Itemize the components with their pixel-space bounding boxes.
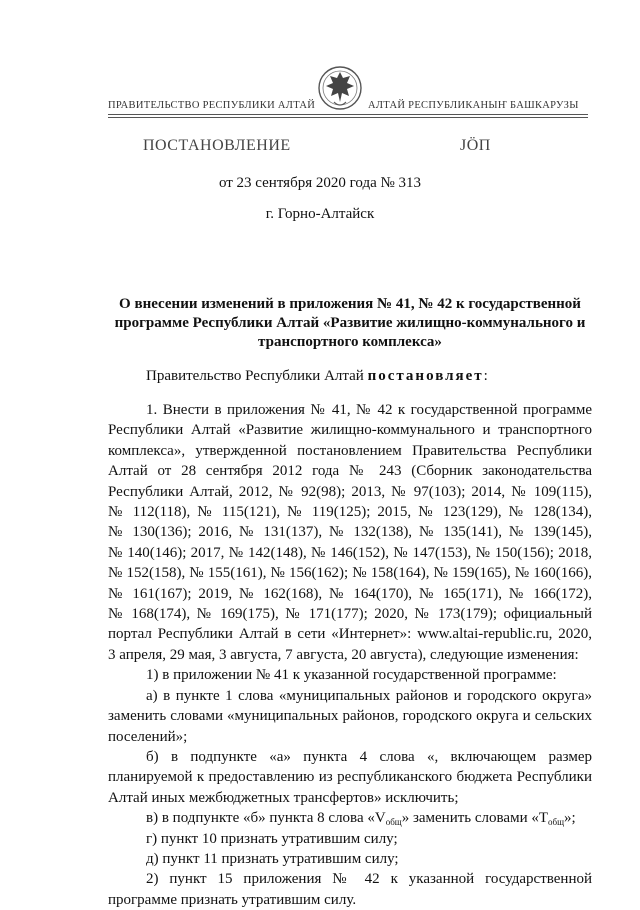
preamble: [146, 368, 488, 385]
preamble-decree-word: постановляет: [367, 368, 484, 384]
coat-of-arms-emblem: [318, 62, 362, 114]
item-v: в) в подпункте «б» пункта 8 слова «$V_{общ}$» заменить словами «$T_{общ}$»;: [146, 810, 576, 828]
item-a-line: заменить словами «муниципальных районов, городского округа и сельских: [108, 708, 592, 725]
item-b-line: б) в подпункте «а» пункта 4 слова «, включающем размер: [146, 748, 592, 765]
government-name-russian: ПРАВИТЕЛЬСТВО РЕСПУБЛИКИ АЛТАЙ: [108, 100, 316, 111]
item-1: 1) в приложении № 41 к указанной государственной программе:: [146, 667, 557, 684]
government-name-altai: АЛТАЙ РЕСПУБЛИКАНЫҤ БАШКАРУЗЫ: [368, 100, 579, 111]
body-line: № 112(118), № 115(121), № 119(125); 2015, № 123(129), № 128(134),: [108, 504, 592, 521]
item-2-line: программе признать утратившим силу.: [108, 891, 357, 908]
body-line: № 161(167); 2019, № 162(168), № 164(170), № 165(171), № 166(172),: [108, 585, 592, 602]
body-line: № 130(136); 2016, № 131(137), № 132(138), № 135(141), № 139(145),: [108, 524, 592, 541]
body-line: Алтай от 28 сентября 2012 года № 243 (Сборник законодательства: [108, 463, 592, 480]
body-line: № 152(158), № 155(161), № 156(162); № 158(164), № 159(165), № 160(166),: [108, 565, 592, 582]
body-line: № 140(146); 2017, № 142(148), № 146(152), № 147(153), № 150(156); 2018,: [108, 544, 592, 561]
item-g: г) пункт 10 признать утратившим силу;: [146, 830, 398, 847]
body-line: Республики Алтай «Развитие жилищно-коммунального и транспортного: [108, 422, 592, 439]
item-2-line: 2) пункт 15 приложения № 42 к указанной государственной: [146, 871, 592, 888]
body-line: Республики Алтай, 2012, № 92(98); 2013, № 97(103); 2014, № 109(115),: [108, 483, 592, 500]
title-line: О внесении изменений в приложения № 41, № 42 к государственной: [119, 296, 581, 312]
body-line: 1. Внести в приложения № 41, № 42 к государственной программе: [146, 402, 592, 418]
header-divider-top: [108, 114, 588, 115]
body-line: портал Республики Алтай в сети «Интернет»: www.altai-republic.ru, 2020,: [108, 626, 592, 643]
item-b-line: Алтай иных межбюджетных трансфертов» исключить;: [108, 789, 459, 806]
date-line: от 23 сентября 2020 года № 313: [218, 175, 422, 191]
title-line: транспортного комплекса»: [258, 334, 442, 350]
body-line: № 168(174), № 169(175), № 171(177); 2020, № 173(179); официальный: [108, 606, 592, 623]
document-title: [110, 295, 590, 352]
document-type-altai: ЈӦП: [460, 137, 491, 154]
preamble-text: Правительство Республики Алтай: [146, 368, 364, 384]
document-type-russian: ПОСТАНОВЛЕНИЕ: [143, 137, 291, 154]
header-divider-bottom: [108, 117, 588, 118]
preamble-end: :: [483, 368, 488, 384]
item-d: д) пункт 11 признать утратившим силу;: [146, 850, 399, 867]
city-line: г. Горно-Алтайск: [265, 206, 375, 222]
title-line: программе Республики Алтай «Развитие жилищно-коммунального и: [114, 315, 586, 331]
body-line: 3 апреля, 29 мая, 3 августа, 7 августа, 20 августа), следующие изменения:: [108, 646, 579, 663]
item-a-line: поселений»;: [108, 728, 188, 745]
body-line: комплекса», утвержденной постановлением Правительства Республики: [108, 442, 592, 459]
item-b-line: планируемой к предоставлению из республиканского бюджета Республики: [108, 769, 592, 786]
document-body: [108, 400, 592, 910]
item-a-line: а) в пункте 1 слова «муниципальных районов и городского округа»: [146, 687, 592, 704]
